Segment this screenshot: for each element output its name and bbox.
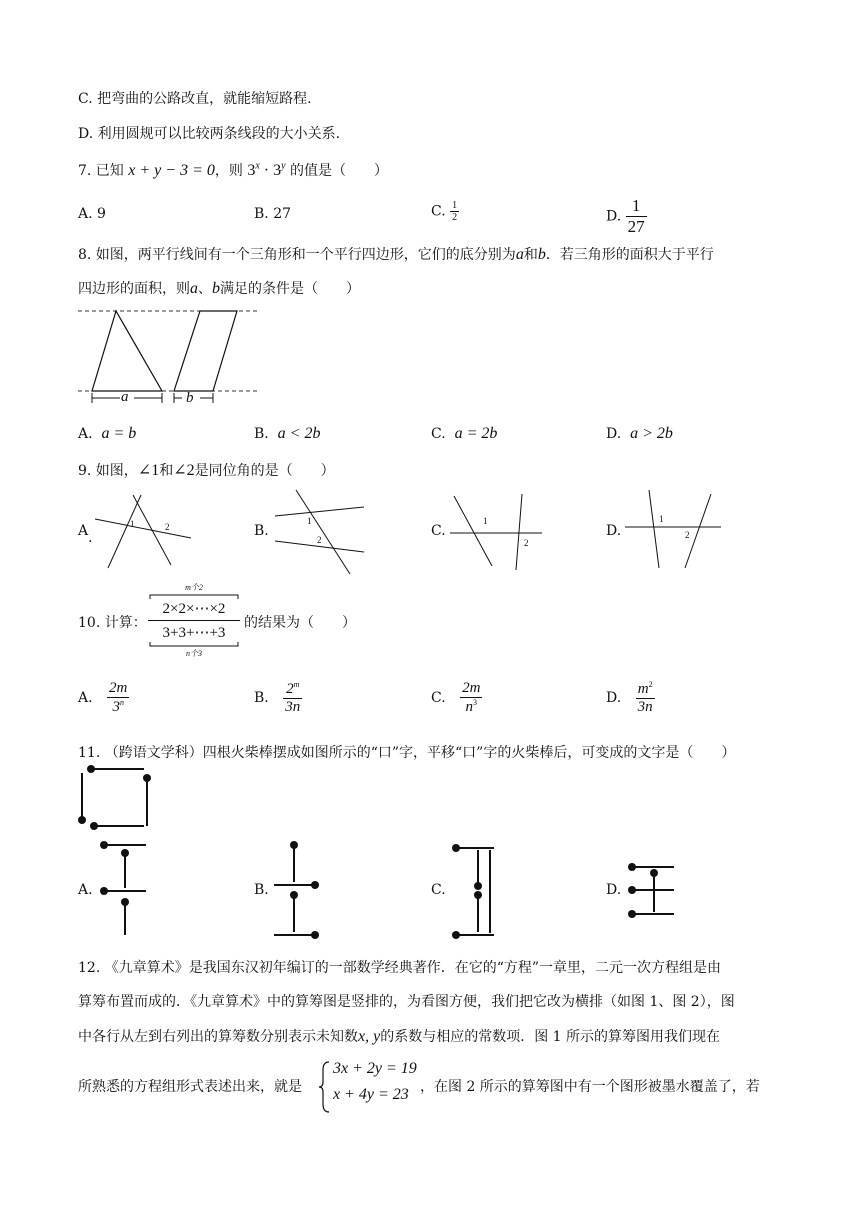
q9-c-angle-1: 1: [483, 516, 488, 526]
q8-option-c: C. a = 2b: [431, 425, 498, 442]
q9-figure-d: [625, 488, 725, 572]
q10-option-b: B. $\frac{2^m}{3n}$: [254, 680, 301, 715]
q11-option-c: C.: [431, 882, 446, 898]
q12-line4-b: ，在图 2 所示的算筹图中有一个图形被墨水覆盖了，若: [420, 1079, 760, 1095]
q7-option-b: B. 27: [254, 206, 292, 222]
q9-d-angle-2: 2: [685, 530, 690, 540]
q12-equation-1: 3x + 2y = 19: [333, 1060, 417, 1077]
q12-line2: 算筹布置而成的．《九章算术》中的算筹图是竖排的，为看图方便，我们把它改为横排（如图 1、图 2），图: [78, 994, 735, 1010]
q7-option-a: A. 9: [78, 206, 106, 222]
q10-top-brace-label: m个2: [185, 583, 203, 592]
q8-option-b: B. a < 2b: [254, 425, 321, 442]
q9-d-angle-1: 1: [659, 514, 664, 524]
q9-b-angle-1: 1: [307, 516, 312, 526]
q9-c-angle-2: 2: [524, 538, 529, 548]
q8-option-d: D. a > 2b: [606, 425, 673, 442]
q8-stem-line1: 8. 如图，两平行线间有一个三角形和一个平行四边形，它们的底分别为a和b．若三角形的面积大于平行: [78, 246, 714, 263]
q11-stem: 11. （跨语文学科）四根火柴棒摆成如图所示的“口”字，平移“口”字的火柴棒后，可变成的文字是（ ）: [78, 745, 736, 761]
q10-stem-label: 10. 计算：: [78, 615, 147, 631]
q10-fraction: [148, 582, 240, 659]
q8-stem-line2: 四边形的面积，则a、b满足的条件是（ ）: [78, 280, 360, 297]
q8-figure: [70, 300, 270, 410]
q12-line1: 12. 《九章算术》是我国东汉初年编订的一部数学经典著作．在它的“方程”一章里，二元一次方程组是由: [78, 960, 722, 976]
q10-numerator: 2×2×⋯×2: [148, 599, 240, 621]
q12-equation-2: x + 4y = 23: [333, 1086, 409, 1103]
q10-bottom-brace-label: n个3: [186, 649, 202, 658]
q10-option-a: A. $\frac{2m}{3^n}$: [78, 680, 128, 715]
q10-stem-end: 的结果为（ ）: [244, 615, 356, 631]
q12-line3: 中各行从左到右列出的算筹数分别表示未知数x, y的系数与相应的常数项．图 1 所示的算筹图用我们现在: [78, 1028, 721, 1045]
q9-option-c: C.: [431, 523, 446, 539]
q8-figure-label-b: b: [186, 390, 194, 406]
q10-denominator: 3+3+⋯+3: [162, 625, 226, 641]
q9-figure-c: [450, 492, 550, 572]
q11-figure-c: [448, 838, 508, 938]
q11-figure-kou: [76, 762, 156, 834]
q11-option-d: D.: [606, 882, 622, 898]
q12-brace: [319, 1060, 331, 1114]
q11-figure-d: [624, 860, 684, 920]
q9-a-angle-1: 1: [130, 519, 135, 529]
q9-option-a: A: [78, 523, 89, 539]
q9-figure-b: [272, 488, 372, 576]
q6-option-c: C. 把弯曲的公路改直，就能缩短路程.: [78, 91, 312, 107]
q10-option-d: D. $\frac{m^2}{3n}$: [606, 680, 653, 715]
q9-figure-a: [95, 490, 195, 570]
q11-figure-a: [96, 838, 156, 938]
q7-expression: $3^x \cdot 3^y$: [247, 160, 286, 179]
q7-stem: 7. 已知 x + y − 3 = 0，则 $3^x \cdot 3^y$ 的值是（ ）: [78, 160, 388, 179]
q7-equation: x + y − 3 = 0: [128, 162, 215, 179]
q11-option-b: B.: [254, 882, 269, 898]
q9-option-a-dot: .: [88, 530, 93, 546]
q8-figure-label-a: a: [121, 389, 129, 405]
q6-option-d: D. 利用圆规可以比较两条线段的大小关系.: [78, 126, 341, 142]
q7-option-c: C. $\frac{1}{2}$: [431, 200, 458, 223]
q9-stem: 9. 如图，∠1和∠2是同位角的是（ ）: [78, 462, 335, 479]
q11-figure-b: [274, 838, 334, 938]
q9-b-angle-2: 2: [317, 535, 322, 545]
q9-option-b: B.: [254, 523, 269, 539]
q7-option-d: D. $\frac{1}{27}$: [606, 196, 645, 236]
q11-option-a: A.: [78, 882, 93, 898]
q9-a-angle-2: 2: [165, 522, 170, 532]
q10-option-c: C. $\frac{2m}{n^3}$: [431, 680, 481, 715]
q8-option-a: A. a = b: [78, 425, 137, 442]
q9-option-d: D.: [606, 523, 622, 539]
q12-line4-a: 所熟悉的方程组形式表述出来，就是: [78, 1079, 302, 1095]
